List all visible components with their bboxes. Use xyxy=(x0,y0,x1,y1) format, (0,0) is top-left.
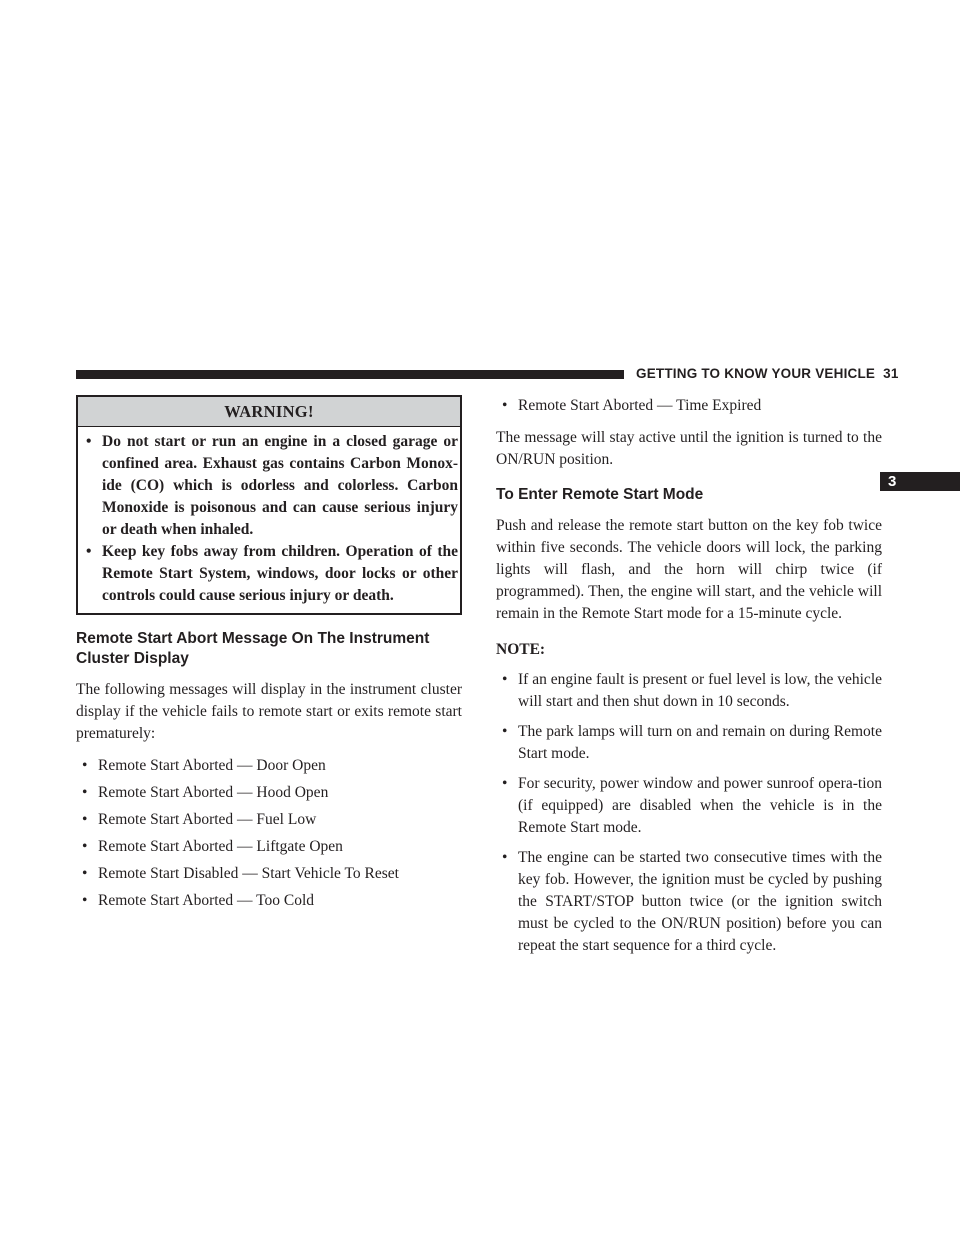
left-column xyxy=(76,395,462,917)
paragraph: The message will stay active until the ignition is turned to the ON/RUN position. xyxy=(496,429,882,468)
warning-item: • Keep key fobs away from children. Operation of the Remote Start System, windows, door locks or other controls could cause serious injury or death. xyxy=(80,541,458,607)
list-item: • Remote Start Aborted — Hood Open xyxy=(76,782,462,804)
list-item: • Remote Start Disabled — Start Vehicle To Reset xyxy=(76,863,462,885)
chapter-tab: 3 xyxy=(880,472,960,491)
warning-body xyxy=(78,427,460,613)
section-heading: To Enter Remote Start Mode xyxy=(496,486,704,503)
paragraph: Push and release the remote start button on the key fob twice within five seconds. The vehicle doors will lock, the parking lights will flash, and the horn will chirp twice (if programmed). Then, the engine will start, and the vehicle will remain in the Remote Start mode for a 15-minute cycle. xyxy=(496,517,882,622)
warning-title: WARNING! xyxy=(78,397,460,427)
running-header xyxy=(636,366,899,381)
list-item: • Remote Start Aborted — Fuel Low xyxy=(76,809,462,831)
warning-item: • Do not start or run an engine in a closed garage or confined area. Exhaust gas contains Carbon Monox-ide (CO) which is odorless and colorless. Carbon Monoxide is poisonous and can cause serious injury or death when inhaled. xyxy=(80,431,458,541)
section-heading: Remote Start Abort Message On The Instrument Cluster Display xyxy=(76,630,430,667)
section-title: GETTING TO KNOW YOUR VEHICLE xyxy=(636,366,876,381)
list-item: • Remote Start Aborted — Too Cold xyxy=(76,890,462,912)
note-item: • For security, power window and power sunroof opera-tion (if equipped) are disabled when the vehicle is in the Remote Start mode. xyxy=(496,773,882,839)
note-label: NOTE: xyxy=(496,641,546,658)
note-item: • The engine can be started two consecutive times with the key fob. However, the ignition must be cycled by pushing the START/STOP button twice (or the ignition switch must be cycled to the ON/RUN position) before you can repeat the start sequence for a third cycle. xyxy=(496,847,882,957)
header-rule xyxy=(76,370,624,379)
note-item: • The park lamps will turn on and remain on during Remote Start mode. xyxy=(496,721,882,765)
paragraph: The following messages will display in the instrument cluster display if the vehicle fails to remote start or exits remote start prematurely: xyxy=(76,681,462,742)
list-item: • Remote Start Aborted — Door Open xyxy=(76,755,462,777)
list-item: • Remote Start Aborted — Liftgate Open xyxy=(76,836,462,858)
right-column xyxy=(496,395,882,965)
list-item: • Remote Start Aborted — Time Expired xyxy=(496,395,882,417)
warning-box xyxy=(76,395,462,615)
note-item: • If an engine fault is present or fuel level is low, the vehicle will start and then shut down in 10 seconds. xyxy=(496,669,882,713)
page-number: 31 xyxy=(883,366,899,381)
